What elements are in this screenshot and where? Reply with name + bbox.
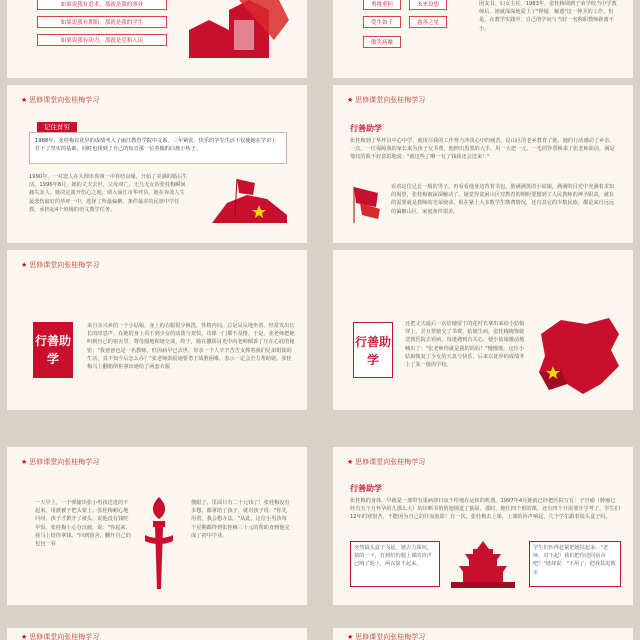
- section-title: 行善助学: [350, 124, 382, 133]
- slide-header: ★ 思修课堂向张桂梅学习: [21, 261, 100, 269]
- flag-illustration: [207, 175, 292, 225]
- slide-5: [7, 250, 307, 410]
- slide-4: [333, 85, 633, 243]
- body-text: 张桂梅的身体，早就是一部带有重病却日夜不停地在运转的机器。1997年4月她就已经把医院写有：子宫瘤（肿瘤已经有五个月怀孕的儿那么大）的诊断书悄悄地锁进了抽屉。那时，她任四个班的课，还有四个升需要升学考了。学生们12年的寒窗苦，不能因为自己的往而泡影！有一次，张桂梅去上课，上课的铃声响起，几个学生跟着镜头盒子吗。: [350, 498, 620, 521]
- body-text: 1990年，一对恋人在大理市喜洲一中喜结良缘，开始了美满的婚后生活。1996年8月，她的丈夫去世，父母双亡，无儿无女的张桂梅瞬间痛失亲人。她决定离开伤心之地，调入丽江市华坪县。她在奔波人生最悲伤最好的华坪一中，选择了所最偏僻、条件最差的民族中学任教，承担起4个班级的语文教学任务。: [29, 174, 188, 213]
- slide-2: [333, 0, 633, 78]
- intro-text: 1988年，张桂梅以优异的成绩考入了丽江教育学院中文系。三年紧张、快乐的学生生活不仅使她在学识上打下了坚实的基础，同时也找到了自己的知音那一位英俊的白族小伙子。: [35, 138, 277, 153]
- quote-pill: 如果说我有追求，那就是我的事业: [37, 0, 167, 10]
- quote-pill: 如果说我有动力，那就是党和人民: [37, 34, 167, 46]
- slide-header: ★ 思修课堂向张桂梅学习: [347, 96, 426, 104]
- slide-header: ★ 思修课堂向张桂梅学习: [347, 633, 426, 640]
- tag-pill: 爱生如子: [363, 16, 401, 28]
- body-text: 还把丈夫最后一次给她留下的花衬衣拿出来给小姑娘穿上，并且帮她交了书费。姑娘生病，张桂梅掩饰她送到医院去看病，每逢遇到有关心，使小姑娘激动地喊出了："张老师你就是我的妈妈！"慢慢地，这位小姑娘恢复了少女的天真与快乐，后来以优异的成绩考上了某一级的学校。: [405, 321, 525, 369]
- body-text-left: 一天早上，一个弹偷出张小男孩送进的不起来，用被被子把头蒙上。张桂梅耐心地问问，孩子才掀开了被头，说他没有钱吃早饭。张桂梅十心分沉痛，说："你起来，我马上给你拿钱。"回到寝舍，翻开自己的包包一看: [35, 500, 131, 548]
- slide-header: ★ 思修课堂向张桂梅学习: [21, 633, 100, 640]
- star-icon: ★: [21, 261, 28, 269]
- flag-icon: [350, 183, 384, 223]
- quote-text-right: 学生们匹得赶紧把她扶起来："老师，对不起！我们把你送回宿舍吧？"她却说："不用了，把我扶进教室: [533, 545, 616, 576]
- map-illustration: [531, 314, 623, 398]
- torch-icon: [139, 495, 179, 591]
- section-title: 行善助学: [350, 484, 382, 493]
- slide-header: ★ 思修课堂向张桂梅学习: [21, 458, 100, 466]
- tag-pill: 傲笑病魔: [363, 36, 401, 48]
- section-label: 行善助学: [33, 322, 73, 378]
- slide-8: [333, 447, 633, 605]
- section-tag: 记住贫穷: [37, 122, 77, 132]
- star-icon: ★: [347, 458, 354, 466]
- slide-3: [7, 85, 307, 243]
- star-icon: ★: [347, 633, 354, 640]
- slide-10: [333, 628, 633, 640]
- temple-illustration: [445, 539, 521, 591]
- slide-6: [333, 250, 633, 410]
- body-text: 团支书、妇女主任。1983年，张桂梅调到子弟学校当中学教师后，她就深深地爱上了"释疑、解惑"这一神圣的工作。但是，在教学实践中，自己的学问与当好一名称职教师距离不小。: [479, 1, 617, 32]
- slide-1: [7, 0, 307, 78]
- slide-header: ★ 思修课堂向张桂梅学习: [347, 458, 426, 466]
- slide-9: [7, 628, 307, 640]
- tag-pill: 慈善之星: [409, 16, 447, 28]
- quote-pill: 如果说我有期盼，那就是我的学生: [37, 16, 167, 28]
- star-icon: ★: [21, 458, 28, 466]
- tiananmen-illustration: [179, 0, 299, 60]
- section-label: 行善助学: [353, 322, 393, 378]
- tag-pill: 勇挑重担: [363, 0, 401, 10]
- star-icon: ★: [21, 633, 28, 640]
- body-text: 张桂梅到了华坪县中心中学，就用尽我的工作努力冲淡心中的痛苦。昆山区的老乡教育了她，她的行动感动了乡亲。一次，一位保障我的家长来为孩子交书费，他伸出黑黑的大手，用一大把一元、一毛的钞票换来了张老师面前，满是皱纹的脸不好意思地说："就这些了啊一有了钱我还会送来！": [350, 138, 615, 161]
- slide-header: ★ 思修课堂向张桂梅学习: [21, 96, 100, 104]
- tag-pill: 未来设想: [409, 0, 447, 10]
- star-icon: ★: [347, 96, 354, 104]
- slide-7: [7, 447, 307, 605]
- body-text-right: 傻眼了，里面只有二十元钱了！张桂梅没有多想，都拿给了孩子，就对孩子说："你先用着，我会想办法。"从此，这位小男孩每个星期都得到张桂梅三十元的帮助直到他完成了初中学业。: [191, 500, 290, 539]
- star-icon: ★: [21, 96, 28, 104]
- quote-text-left: 突然镜头盒子飞起，她去力探问，猜的一下，打到给的题上课的铃声已响了他上，两次简不起来。: [354, 545, 432, 568]
- body-text-2: 看着这位兄长一般的男子，再看看他身边背着书包、脸满满黑的小姑娘，满满的目光中充满着求知的渴望，张桂梅被深深触动了。她觉得贫困山区对教育的期盼要想到了人民教师的神圣职责。就在的需要就是教师的光荣使命，恨在紧上大多数学生缴费情况，还有其它的少数民族，都是来自远远的偏僻山区，家庭条件很差。: [391, 184, 615, 215]
- body-text: 来自永兴乡的一个小姑娘，身上的衣服很少换洗，性格内向，总是呆呆地坐着，经常发出长长的叹息声。在她的身上看不到少女的活泼与欢快。功课一门都不及格。于是，张老师把她叫到自己的宿舍里，尊母般地和她交谈，终于，她在撒娇目光中向老师倾诉了压在心底的秘密："我爸爸也是一名教师，但因病早已去世。母亲一个人辛辛苦苦支撑着我们兄弟姐妹的生活，真不知今后怎么办？"张老师鼓励她要勇于战胜困难，表示一定会全力帮助她。张桂梅马上翻箱倒柜拿出她给了两套衣服: [87, 323, 295, 371]
